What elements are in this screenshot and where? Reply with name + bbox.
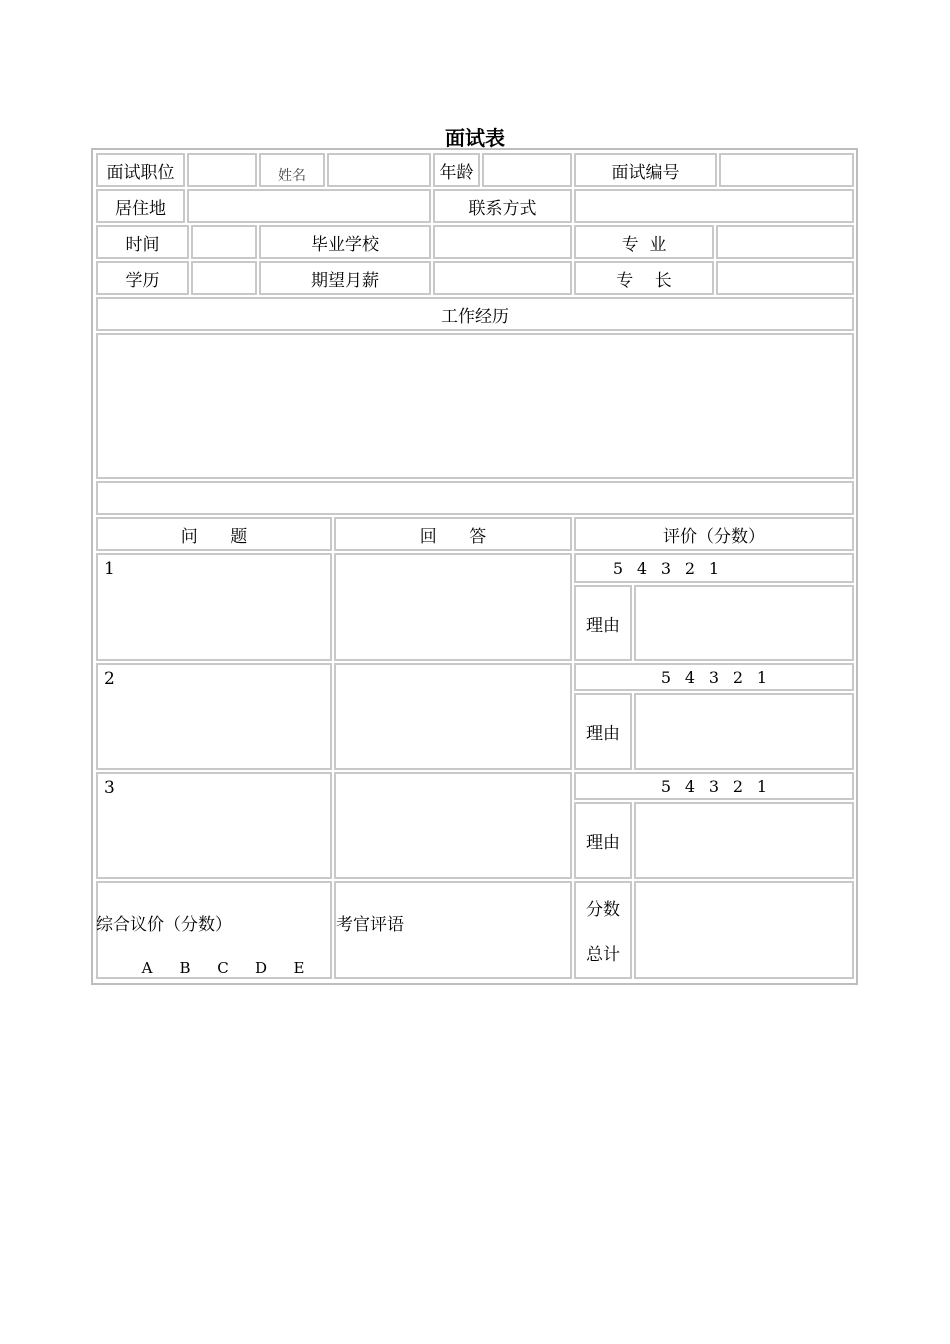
salary-input[interactable] (433, 261, 572, 295)
evaluation-header: 评价（分数） (574, 517, 854, 551)
grade-option[interactable]: B (179, 959, 191, 977)
school-input[interactable] (433, 225, 572, 259)
score-option[interactable]: 5 (612, 558, 624, 578)
work-experience-label: 工作经历 (96, 297, 854, 331)
reason-2-input[interactable] (634, 693, 854, 770)
score-option[interactable]: 5 (660, 667, 672, 687)
score-option[interactable]: 4 (684, 667, 696, 687)
score-option[interactable]: 3 (708, 667, 720, 687)
score-options-2[interactable] (574, 663, 854, 691)
score-option[interactable]: 3 (708, 776, 720, 796)
score-option[interactable]: 2 (684, 558, 696, 578)
reason-1-input[interactable] (634, 585, 854, 661)
major-label: 专 业 (574, 225, 714, 259)
question-2-cell[interactable]: 2 (96, 663, 332, 770)
contact-label: 联系方式 (433, 189, 572, 223)
score-options-3[interactable] (574, 772, 854, 800)
grade-option[interactable]: D (254, 959, 268, 977)
score-total-input[interactable] (634, 881, 854, 979)
name-input[interactable] (327, 153, 431, 187)
score-total-label-cell (574, 881, 632, 979)
reason-1-label: 理由 (574, 585, 632, 661)
contact-input[interactable] (574, 189, 854, 223)
education-input[interactable] (191, 261, 257, 295)
time-label: 时间 (96, 225, 189, 259)
major-input[interactable] (716, 225, 854, 259)
reason-2-label: 理由 (574, 693, 632, 770)
score-label: 分数 (586, 900, 620, 920)
grade-option[interactable]: C (217, 959, 229, 977)
page-title: 面试表 (445, 126, 505, 150)
question-header: 问 题 (96, 517, 332, 551)
score-option[interactable]: 2 (732, 667, 744, 687)
score-option[interactable]: 1 (756, 776, 768, 796)
time-input[interactable] (191, 225, 257, 259)
reason-3-input[interactable] (634, 802, 854, 879)
specialty-input[interactable] (716, 261, 854, 295)
education-label: 学历 (96, 261, 189, 295)
position-input[interactable] (187, 153, 257, 187)
score-option[interactable]: 4 (684, 776, 696, 796)
overall-evaluation-label: 综合议价（分数） (96, 915, 232, 935)
interview-no-label: 面试编号 (574, 153, 717, 187)
salary-label: 期望月薪 (259, 261, 431, 295)
score-option[interactable]: 5 (660, 776, 672, 796)
school-label: 毕业学校 (259, 225, 431, 259)
interview-no-input[interactable] (719, 153, 854, 187)
age-label: 年龄 (433, 153, 480, 187)
grade-option[interactable]: E (293, 959, 305, 977)
grade-option[interactable]: A (141, 959, 153, 977)
answer-2-cell[interactable] (334, 663, 572, 770)
score-option[interactable]: 3 (660, 558, 672, 578)
answer-1-cell[interactable] (334, 553, 572, 661)
score-option[interactable]: 2 (732, 776, 744, 796)
answer-3-cell[interactable] (334, 772, 572, 879)
name-label: 姓名 (259, 153, 325, 187)
score-option[interactable]: 1 (708, 558, 720, 578)
question-3-cell[interactable]: 3 (96, 772, 332, 879)
residence-input[interactable] (187, 189, 431, 223)
score-option[interactable]: 1 (756, 667, 768, 687)
work-experience-input[interactable] (96, 333, 854, 479)
examiner-comment-label: 考官评语 (336, 915, 404, 935)
answer-header: 回 答 (334, 517, 572, 551)
score-option[interactable]: 4 (636, 558, 648, 578)
position-label: 面试职位 (96, 153, 185, 187)
age-input[interactable] (482, 153, 572, 187)
score-options-1[interactable] (574, 553, 854, 583)
reason-3-label: 理由 (574, 802, 632, 879)
residence-label: 居住地 (96, 189, 185, 223)
grade-options[interactable] (128, 958, 318, 978)
total-label: 总计 (586, 945, 620, 965)
question-1-cell[interactable]: 1 (96, 553, 332, 661)
specialty-label: 专 长 (574, 261, 714, 295)
blank-row[interactable] (96, 481, 854, 515)
